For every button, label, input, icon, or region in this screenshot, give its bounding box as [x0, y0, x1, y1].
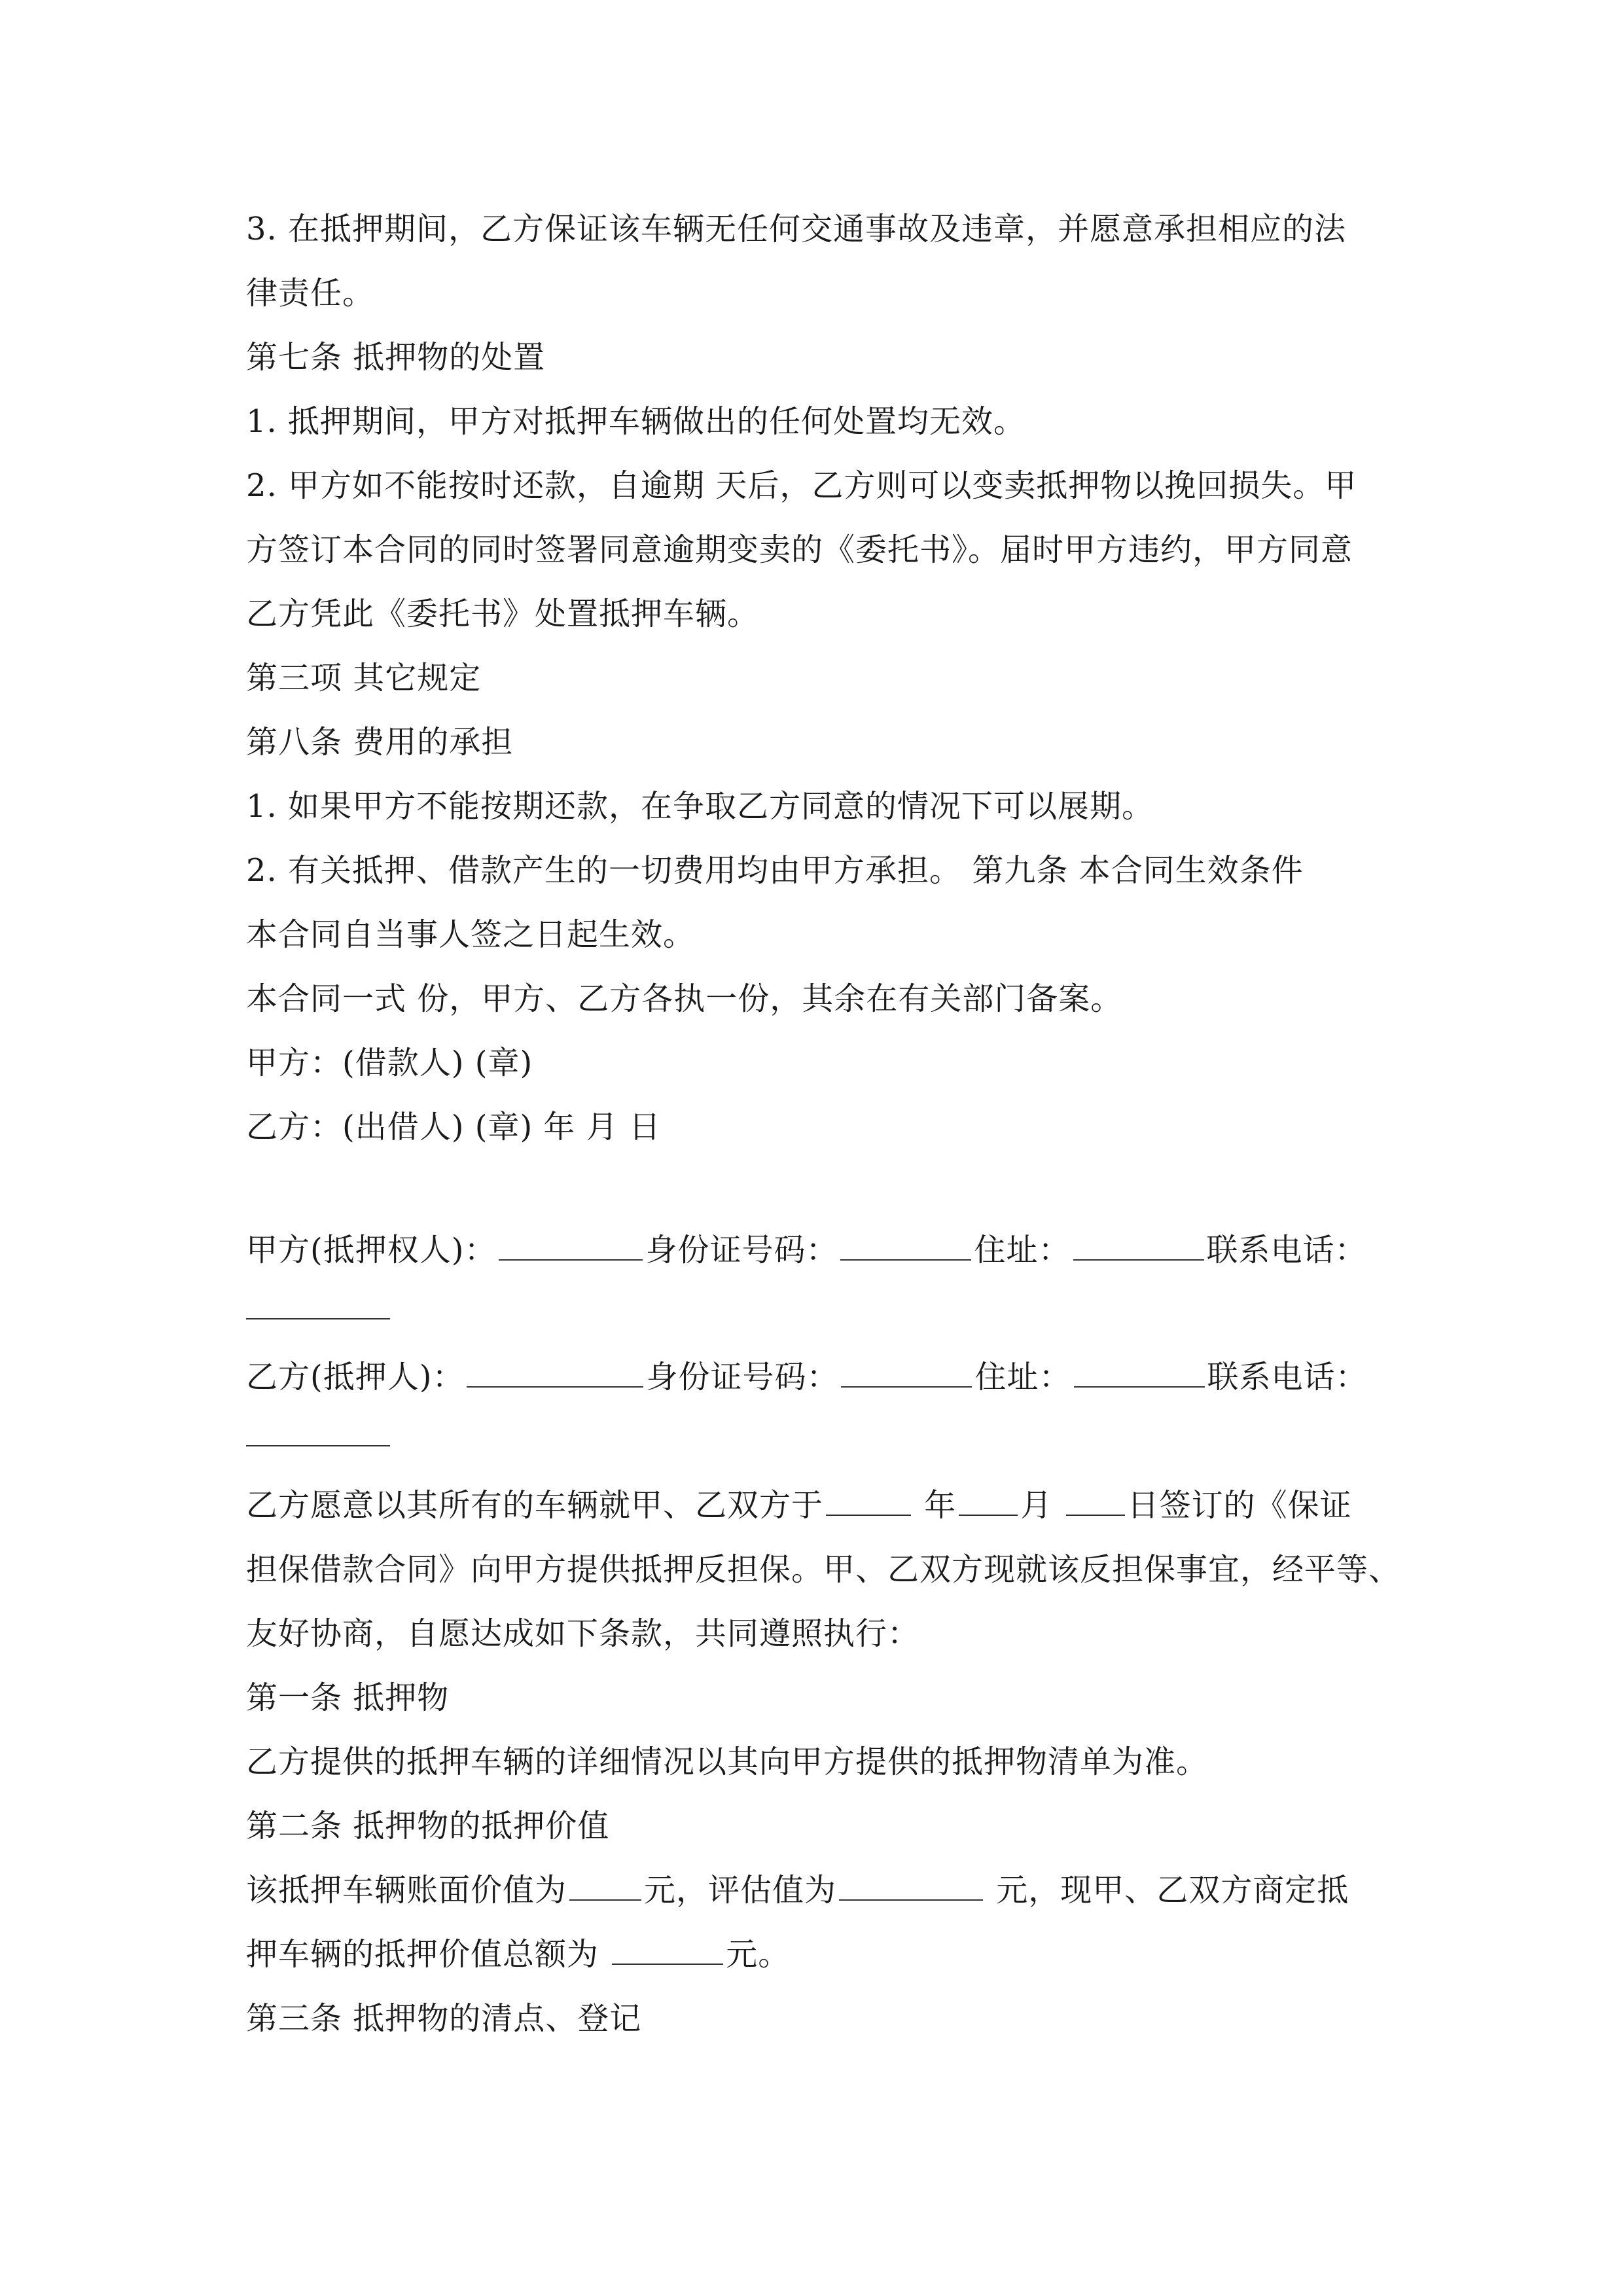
intro-line: [246, 1486, 1352, 1525]
party-a-label: 甲方(抵押权人)：: [246, 1232, 497, 1268]
article-2-title: 第二条 抵押物的抵押价值: [246, 1808, 610, 1844]
assessed-value-blank[interactable]: [839, 1871, 983, 1901]
article-3-title: 第三条 抵押物的清点、登记: [246, 2000, 642, 2037]
id-label: 身份证号码：: [646, 1359, 839, 1395]
party-b-address-blank[interactable]: [1074, 1357, 1205, 1388]
party-b-row: [246, 1357, 1368, 1397]
article-1-body: 乙方提供的抵押车辆的详细情况以其向甲方提供的抵押物清单为准。: [246, 1744, 1209, 1780]
text-line: 乙方凭此《委托书》处置抵押车辆。: [246, 596, 760, 632]
text-line: 3. 在抵押期间，乙方保证该车辆无任何交通事故及违章，并愿意承担相应的法: [246, 211, 1347, 247]
text-line: 2. 有关抵押、借款产生的一切费用均由甲方承担。 第九条 本合同生效条件: [246, 852, 1304, 889]
intro-line: 担保借款合同》向甲方提供抵押反担保。甲、乙双方现就该反担保事宜，经平等、: [246, 1551, 1401, 1588]
total-value-blank[interactable]: [612, 1935, 723, 1965]
section-heading: 第三项 其它规定: [246, 660, 482, 696]
party-b-id-blank[interactable]: [841, 1357, 972, 1388]
book-value-blank[interactable]: [569, 1871, 641, 1901]
section-heading: 第八条 费用的承担: [246, 724, 514, 761]
text-line: 方签订本合同的同时签署同意逾期变卖的《委托书》。届时甲方违约，甲方同意: [246, 531, 1353, 568]
text-line: 本合同自当事人签之日起生效。: [246, 916, 696, 953]
value-line: [246, 1871, 1349, 1910]
id-label: 身份证号码：: [645, 1232, 838, 1268]
text-line: 1. 抵押期间，甲方对抵押车辆做出的任何处置均无效。: [246, 403, 1026, 440]
party-b-label: 乙方(抵押人)：: [246, 1359, 465, 1395]
value-text: 元。: [726, 1936, 791, 1973]
text-line: 1. 如果甲方不能按期还款，在争取乙方同意的情况下可以展期。: [246, 788, 1154, 825]
text-line: 2. 甲方如不能按时还款，自逾期 天后，乙方则可以变卖抵押物以挽回损失。甲: [246, 467, 1357, 504]
section-heading: 第七条 抵押物的处置: [246, 339, 546, 376]
value-text: 押车辆的抵押价值总额为: [246, 1936, 599, 1973]
party-b-name-blank[interactable]: [467, 1357, 643, 1388]
phone-label: 联系电话：: [1207, 1359, 1368, 1395]
address-label: 住址：: [974, 1232, 1071, 1268]
party-a-id-blank[interactable]: [840, 1230, 971, 1261]
value-text: 该抵押车辆账面价值为: [246, 1872, 567, 1909]
month-blank[interactable]: [959, 1486, 1018, 1516]
party-b-phone-row: [246, 1416, 393, 1456]
article-1-title: 第一条 抵押物: [246, 1679, 450, 1716]
intro-text: 乙方愿意以其所有的车辆就甲、乙双方于: [246, 1487, 824, 1524]
phone-label: 联系电话：: [1206, 1232, 1367, 1268]
value-text: 元，现甲、乙双方商定抵: [996, 1872, 1349, 1909]
intro-text: 日签订的《保证: [1127, 1487, 1352, 1524]
text-line: 律责任。: [246, 275, 375, 312]
signature-line: 乙方：(出借人) (章) 年 月 日: [246, 1109, 661, 1145]
day-blank[interactable]: [1066, 1486, 1125, 1516]
intro-line: 友好协商，自愿达成如下条款，共同遵照执行：: [246, 1615, 920, 1652]
year-label: 年: [924, 1487, 957, 1524]
party-a-name-blank[interactable]: [499, 1230, 643, 1261]
month-label: 月: [1020, 1487, 1053, 1524]
party-a-row: [246, 1230, 1367, 1270]
value-line: [246, 1935, 790, 1974]
party-a-phone-blank[interactable]: [246, 1289, 390, 1319]
value-text: 元，评估值为: [644, 1872, 837, 1909]
party-a-phone-row: [246, 1289, 393, 1329]
party-a-address-blank[interactable]: [1073, 1230, 1204, 1261]
signature-line: 甲方：(借款人) (章): [246, 1045, 533, 1081]
year-blank[interactable]: [826, 1486, 911, 1516]
party-b-phone-blank[interactable]: [246, 1416, 390, 1446]
text-line: 本合同一式 份，甲方、乙方各执一份，其余在有关部门备案。: [246, 980, 1123, 1017]
address-label: 住址：: [974, 1359, 1071, 1395]
